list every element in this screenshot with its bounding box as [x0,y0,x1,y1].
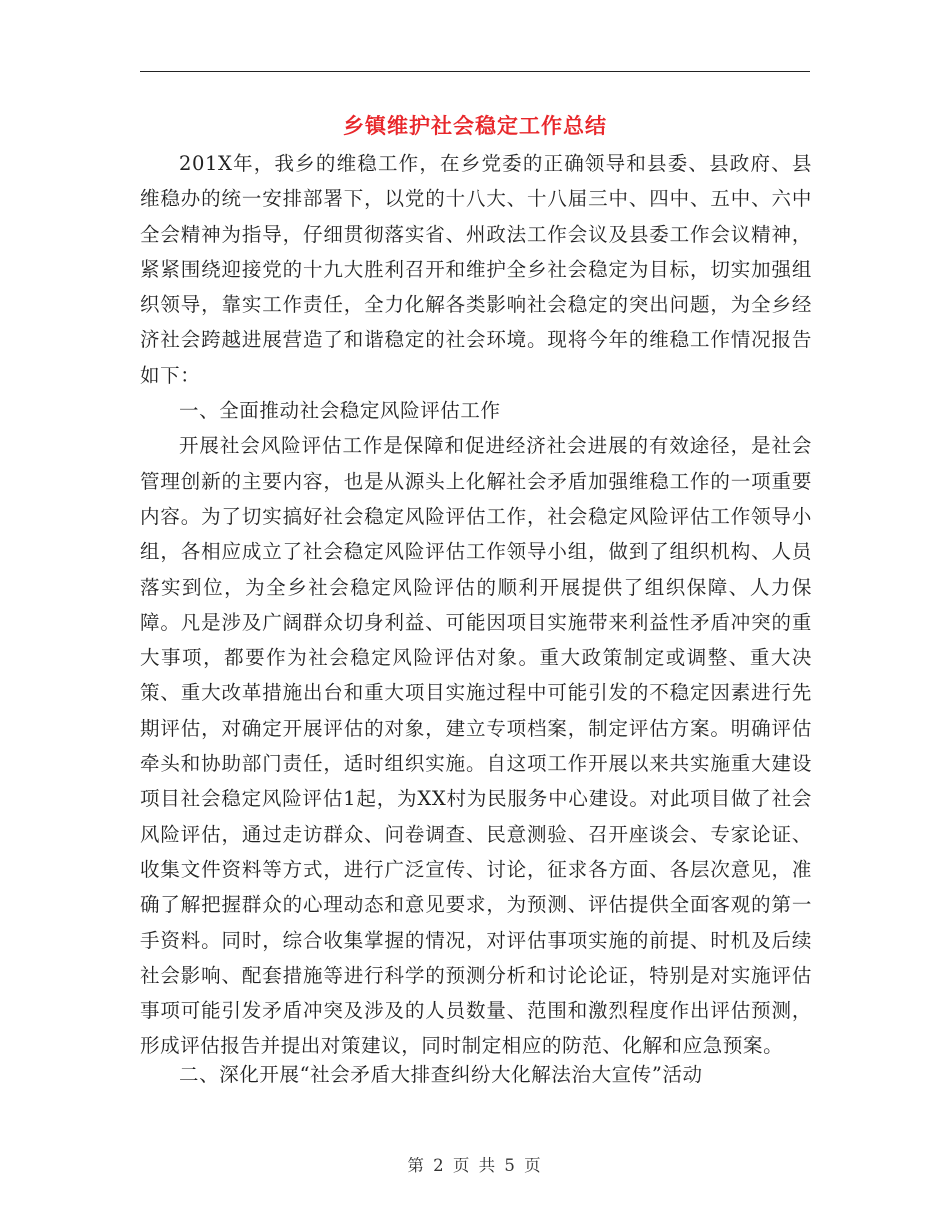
page-footer: 第 2 页 共 5 页 [407,1156,543,1175]
section-1-paragraph: 开展社会风险评估工作是保障和促进经济社会进展的有效途径，是社会管理创新的主要内容，也是从源头上化解社会矛盾加强维稳工作的一项重要内容。为了切实搞好社会稳定风险评估工作，社会稳定风险评估工作领导小组，各相应成立了社会稳定风险评估工作领导小组，做到了组织机构、人员落实到位，为全乡社会稳定风险评估的顺利开展提供了组织保障、人力保障。凡是涉及广阔群众切身利益、可能因项目实施带来利益性矛盾冲突的重大事项，都要作为社会稳定风险评估对象。重大政策制定或调整、重大决策、重大改革措施出台和重大项目实施过程中可能引发的不稳定因素进行先期评估，对确定开展评估的对象，建立专项档案，制定评估方案。明确评估牵头和协助部门责任，适时组织实施。自这项工作开展以来共实施重大建设项目社会稳定风险评估1起，为XX村为民服务中心建设。对此项目做了社会风险评估，通过走访群众、问卷调查、民意测验、召开座谈会、专家论证、收集文件资料等方式，进行广泛宣传、讨论，征求各方面、各层次意见，准确了解把握群众的心理动态和意见要求，为预测、评估提供全面客观的第一手资料。同时，综合收集掌握的情况，对评估事项实施的前提、时机及后续社会影响、配套措施等进行科学的预测分析和讨论论证，特别是对实施评估事项可能引发矛盾冲突及涉及的人员数量、范围和激烈程度作出评估预测，形成评估报告并提出对策建议，同时制定相应的防范、化解和应急预案。 [140,434,812,1058]
intro-paragraph: 201X年，我乡的维稳工作，在乡党委的正确领导和县委、县政府、县维稳办的统一安排部署下，以党的十八大、十八届三中、四中、五中、六中全会精神为指导，仔细贯彻落实省、州政法工作会议及县委工作会议精神，紧紧围绕迎接党的十九大胜利召开和维护全乡社会稳定为目标，切实加强组织领导，靠实工作责任，全力化解各类影响社会稳定的突出问题，为全乡经济社会跨越进展营造了和谐稳定的社会环境。现将今年的维稳工作情况报告如下： [140,152,812,387]
document-title: 乡镇维护社会稳定工作总结 [343,113,607,138]
section-1-heading: 一、全面推动社会稳定风险评估工作 [179,399,501,423]
header-rule [140,71,810,72]
document-body [140,146,812,1064]
section-2-heading: 二、深化开展“社会矛盾大排查纠纷大化解法治大宣传”活动 [179,1063,703,1086]
